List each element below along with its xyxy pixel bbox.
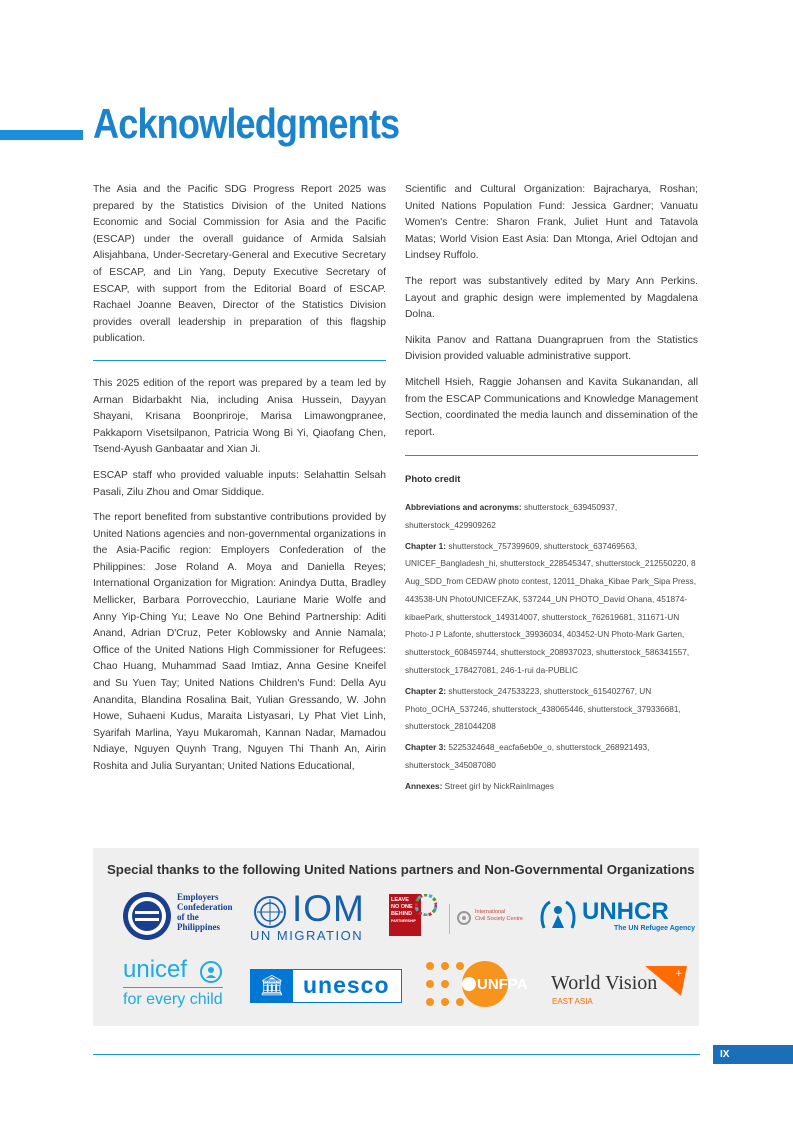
unicef-emblem-icon — [199, 960, 223, 984]
unhcr-hands-icon — [538, 898, 578, 934]
ecop-text-line: of the — [177, 912, 199, 922]
unicef-divider — [123, 987, 223, 988]
lnob-text: BEHIND — [391, 911, 413, 917]
partners-title: Special thanks to the following United Nations partners and Non-Governmental Organizations — [107, 862, 695, 877]
unesco-logo — [250, 969, 402, 1003]
un-emblem-icon — [253, 895, 287, 929]
team-paragraph: This 2025 edition of the report was prepared by a team led by Arman Bidarbakht Nia, including Anisa Hussein, Dayyan Shayani, Krisana Boonpriroje, Marisa Limawongpranee, Pakkaporn Visetsilpanon, Patricia Wong Bi Yi, Qiaofang Chen, Tsend-Ayush Ganbaatar and Xian Ji. — [93, 377, 386, 456]
icsc-logo — [449, 904, 535, 934]
section-divider — [93, 360, 386, 361]
photo-credit-item: Annexes: Street girl by NickRainImages — [405, 780, 554, 791]
unfpa-name: UNFPA — [477, 976, 528, 993]
page-title: Acknowledgments — [93, 100, 400, 147]
ecop-logo — [121, 890, 246, 942]
footer-divider — [93, 1054, 700, 1055]
staff-paragraph: ESCAP staff who provided valuable inputs: Selahattin Selsah Pasali, Zilu Zhou and Omar Siddique. — [93, 469, 386, 498]
ecop-text-line: Employers — [177, 892, 219, 902]
iom-logo — [249, 888, 371, 944]
page-number: IX — [713, 1045, 793, 1064]
unesco-temple-icon: 🏛 — [251, 970, 293, 1002]
photo-credit-item: Abbreviations and acronyms: shutterstock_639450937, shutterstock_429909262 — [405, 501, 618, 530]
icsc-text: Civil Society Centre — [475, 916, 523, 922]
unesco-name: unesco — [303, 972, 390, 998]
left-column — [93, 182, 386, 785]
lnob-text: LEAVE — [391, 897, 409, 903]
unicef-logo — [123, 956, 233, 1014]
lnob-text: NO ONE — [391, 904, 413, 910]
ecop-text-line: Philippines — [177, 922, 221, 932]
photo-credit-item: Chapter 1: shutterstock_757399609, shutterstock_637469563, UNICEF_Bangladesh_hi, shutterstock_228545347, shutterstock_212550220, 8 Aug_SDD_from CEDAW photo contest, 12011_Dhaka_Kibae Park_Sipa Press, 443538-UN PhotoUNICEFZAK, 537244_UN PHOTO_David Ohana, 451874-kibaePark, shutterstock_149314007, shutterstock_762619681, 311671-UN Photo-J P Lafonte, shutterstock_39936034, 403452-UN Photo-Mark Garten, shutterstock_608459744, shutterstock_208937023, shutterstock_586341557, shutterstock_178427081, 246-1-rui da-PUBLIC — [405, 540, 697, 676]
unhcr-logo — [538, 898, 696, 938]
unhcr-name: UNHCR — [582, 898, 669, 925]
unfpa-logo — [425, 960, 535, 1012]
world-vision-logo — [551, 966, 689, 1010]
photo-credit-title: Photo credit — [405, 474, 461, 486]
lnob-logo — [389, 894, 441, 940]
iom-name: IOM — [292, 888, 365, 929]
iom-subtitle: UN MIGRATION — [250, 928, 364, 943]
world-vision-region: EAST ASIA — [552, 997, 593, 1006]
icsc-text: International — [475, 909, 506, 915]
svg-text:+: + — [675, 969, 683, 979]
contributions-paragraph: The report benefited from substantive contributions provided by United Nations agencies and non-governmental organizations in the Asia-Pacific region: Employers Confederation of the Philippines: Jose Roland A. Moya and Daniella Reyes; International Organization for Migration: Anindya Dutta, Bradley Mellicker, Barbara Porrovecchio, Lauriane Marie Wolfe and Anny Yip-Ching Yu; Leave No One Behind Partnership: Aditi Anand, Adrian D'Cruz, Peter Koblowsky and Annie Namala; Office of the United Nations High Commissioner for Refugees: Chao Huang, Muhammad Saad Imtiaz, Anna Gesine Kneifel and Su Yuen Tay; United Nations Children's Fund: Della Ayu Anandita, Blandina Rosalina Bait, Yulian Gressando, W. John Howe, Suhaeni Kudus, Maraita Listyasari, Ly Phat Viet Linh, Syarifah Marlina, Yayu Mukaromah, Kannan Nadar, Mamadou Ndiaye, Nguyen Quynh Trang, Nguyen Thi Thanh An, Airin Roshita and Julia Suryantan; United Nations Educational, — [93, 512, 386, 772]
right-column — [405, 182, 698, 796]
sdg-wheel-icon — [415, 894, 437, 916]
section-divider — [405, 455, 698, 456]
world-vision-name: World Vision — [551, 972, 658, 994]
icsc-emblem-icon — [456, 910, 472, 926]
unicef-name: unicef — [123, 956, 188, 983]
partners-panel — [93, 848, 699, 1026]
ecop-emblem-icon — [121, 890, 173, 942]
photo-credit-item: Chapter 3: 5225324648_eacfa6eb0e_o, shutterstock_268921493, shutterstock_345087080 — [405, 742, 650, 771]
intro-paragraph: The Asia and the Pacific SDG Progress Report 2025 was prepared by the Statistics Division of the United Nations Economic and Social Commission for Asia and the Pacific (ESCAP) under the overall guidance of Armida Salsiah Alisjahbana, Under-Secretary-General and Executive Secretary of ESCAP, and Lin Yang, Deputy Executive Secretary of ESCAP, with support from the Editorial Board of ESCAP. Rachael Joanne Beaven, Director of the Statistics Division provides overall leadership in preparation of this flagship publication. — [93, 184, 386, 345]
communications-paragraph: Mitchell Hsieh, Raggie Johansen and Kavita Sukanandan, all from the ESCAP Communications and Knowledge Management Section, coordinated the media launch and dissemination of the report. — [405, 376, 698, 438]
editing-paragraph: The report was substantively edited by Mary Ann Perkins. Layout and graphic design were implemented by Magdalena Dolna. — [405, 275, 698, 321]
admin-support-paragraph: Nikita Panov and Rattana Duangrapruen from the Statistics Division provided valuable administrative support. — [405, 334, 698, 363]
unhcr-subtitle: The UN Refugee Agency — [614, 925, 696, 932]
unicef-tagline: for every child — [123, 991, 223, 1008]
title-accent-bar — [0, 130, 83, 140]
photo-credit-item: Chapter 2: shutterstock_247533223, shutterstock_615402767, UN Photo_OCHA_537246, shutterstock_438065446, shutterstock_379336681, shutterstock_281044208 — [405, 685, 681, 732]
ecop-text-line: Confederation — [177, 902, 233, 912]
contributions-continued-paragraph: Scientific and Cultural Organization: Bajracharya, Roshan; United Nations Population Fund: Jessica Gardner; Vanuatu Women's Centre: Sharon Frank, Juliet Hunt and Tatavola Matas; World Vision East Asia: Dan Mtonga, Ariel Odtojan and Lindsey Ruffolo. — [405, 184, 698, 262]
lnob-text: PARTNERSHIP — [391, 919, 416, 923]
